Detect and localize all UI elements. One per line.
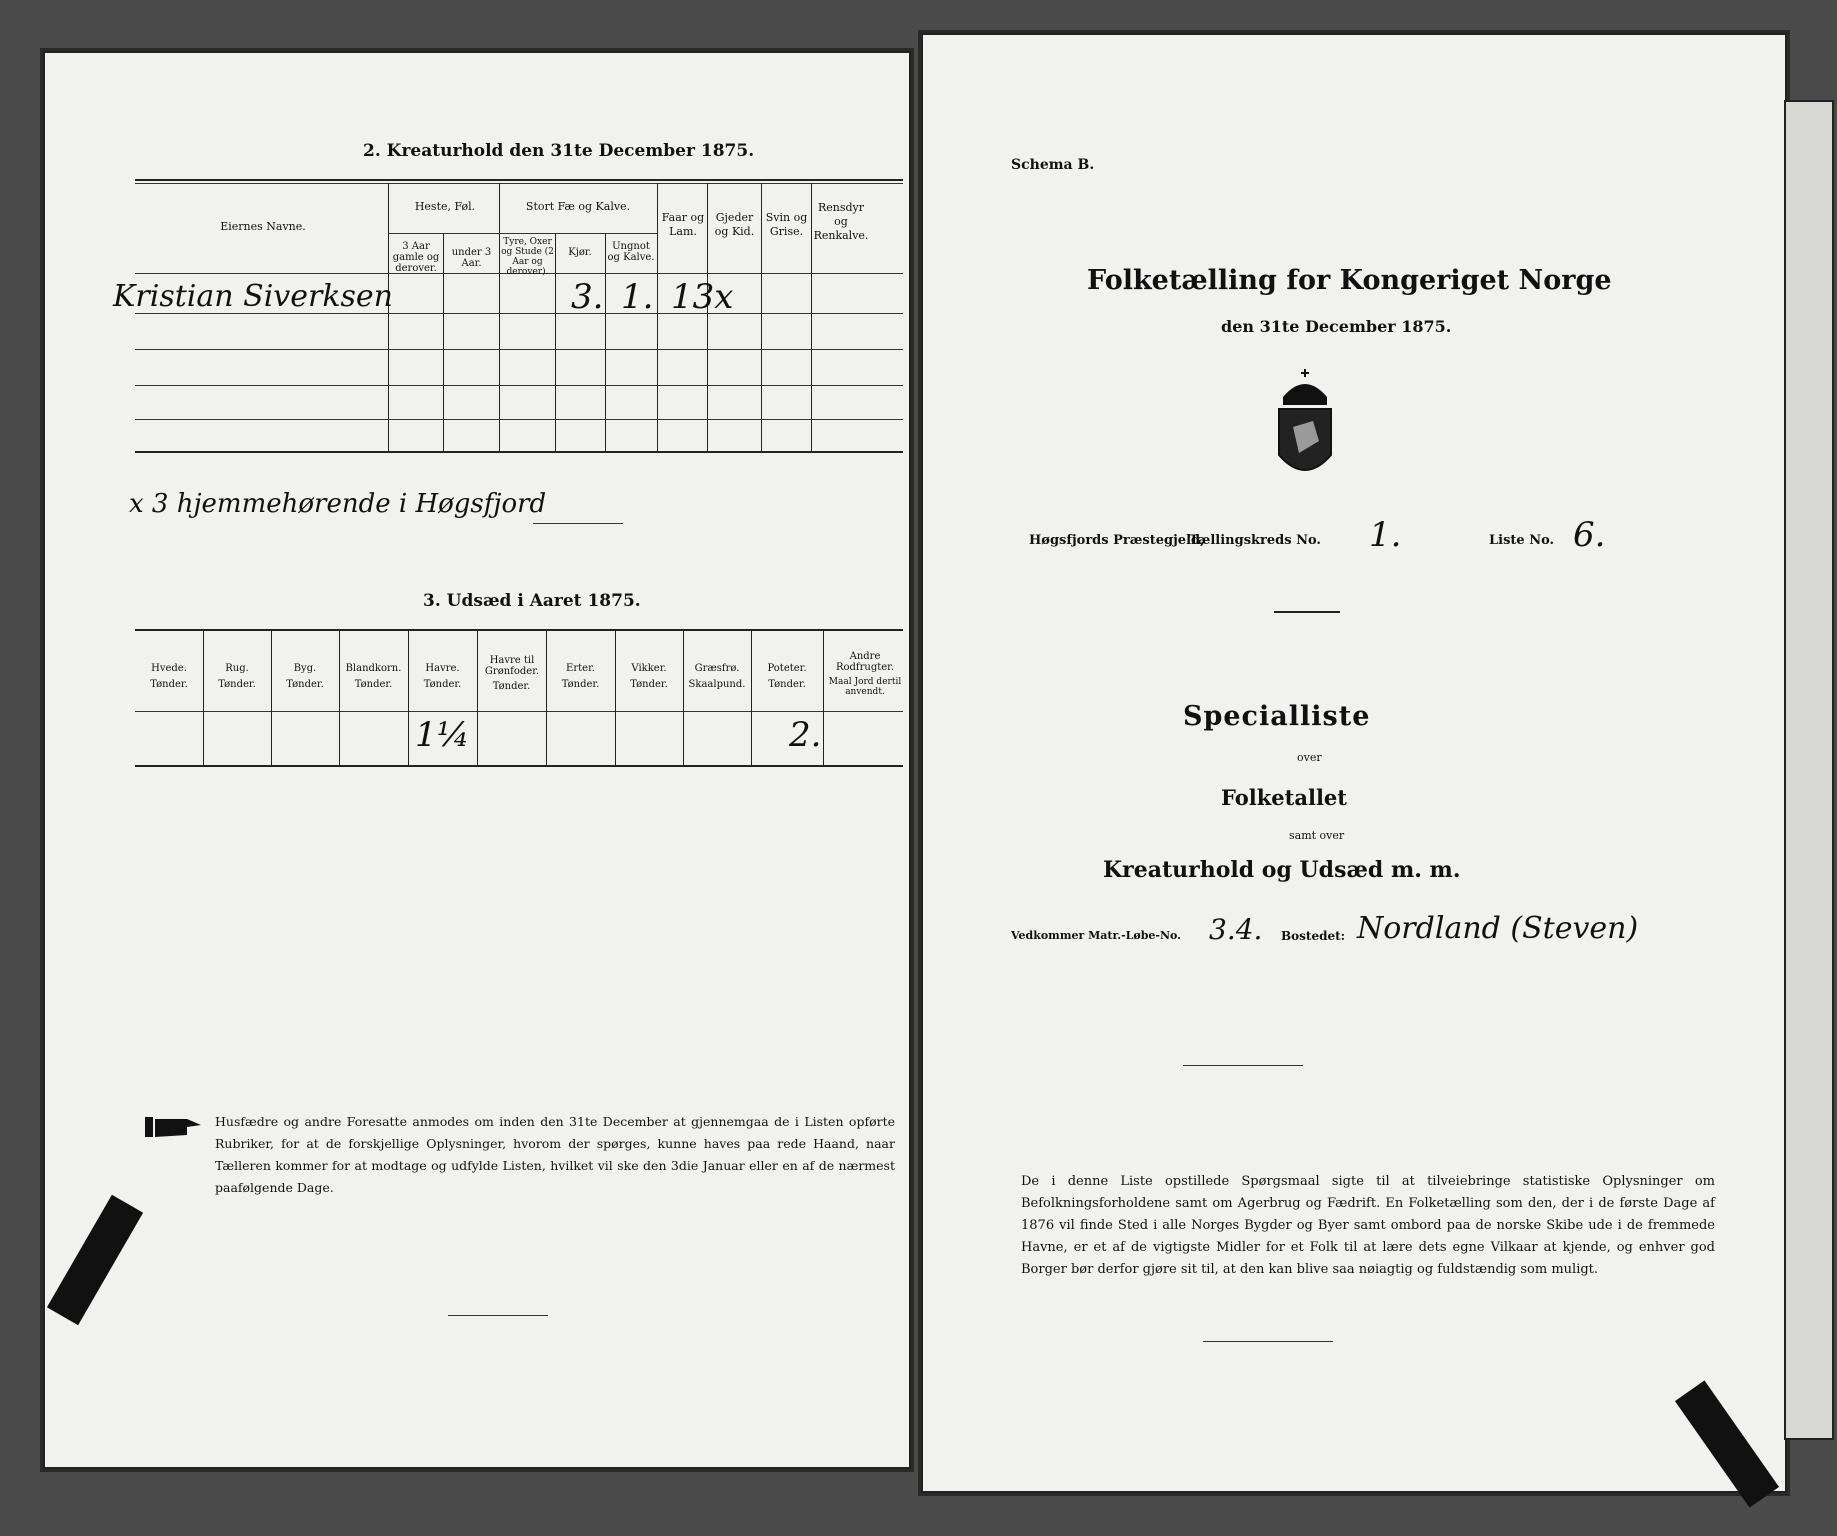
unit-label: Tønder. (150, 679, 188, 690)
list-label: Liste No. (1489, 533, 1555, 548)
byg-header: Byg. (293, 663, 317, 674)
table-top-rule (135, 179, 903, 181)
storfe-b-header: Kjør. (568, 247, 592, 258)
right-page (918, 30, 1790, 1496)
col-divider (615, 629, 616, 765)
col-divider (477, 629, 478, 765)
samt-over-label: samt over (1289, 829, 1345, 842)
col-divider (499, 183, 500, 451)
table-top-rule-2 (135, 183, 903, 184)
storfe-c-header: Ungnot og Kalve. (607, 241, 655, 263)
owner-col-header: Eiernes Navne. (220, 220, 306, 233)
main-title: Folketælling for Kongeriget Norge (1087, 265, 1612, 296)
unit-label: Tønder. (768, 679, 806, 690)
storfe-a-header: Tyre, Oxer og Stude (2 Aar og derover). (501, 237, 554, 277)
unit-label: Maal Jord dertil anvendt. (828, 677, 902, 697)
col-divider (388, 183, 389, 451)
date-line: den 31te December 1875. (1221, 317, 1452, 336)
col-divider (203, 629, 204, 765)
parish-label: Høgsfjords Præstegjeld, (1029, 533, 1205, 548)
heste-a-header: 3 Aar gamle og derover. (392, 241, 440, 274)
value-kjor: 3. (571, 277, 604, 317)
heste-header: Heste, Føl. (414, 200, 476, 213)
col-divider (271, 629, 272, 765)
col-divider (751, 629, 752, 765)
table-bottom-rule (135, 451, 903, 453)
unit-label: Tønder. (286, 679, 324, 690)
unit-label: Tønder. (630, 679, 668, 690)
value-faar: 13x (671, 277, 734, 317)
udsaed-bottom-rule (135, 765, 903, 767)
gjeder-header: Gjeder og Kid. (714, 211, 755, 238)
col-divider (683, 629, 684, 765)
coat-of-arms-icon (1269, 367, 1341, 487)
row-rule (135, 385, 903, 386)
andre-header: Andre Rodfrugter. (835, 651, 895, 673)
udsaed-top-rule (135, 629, 903, 631)
district-value: 1. (1369, 515, 1402, 555)
value-havre: 1¼ (415, 715, 470, 755)
left-page (40, 48, 914, 1472)
page-clip (47, 1195, 143, 1326)
bosted-label: Bostedet: (1281, 929, 1346, 943)
udsaed-header-rule (135, 711, 903, 712)
kreaturhold-title: Kreaturhold og Udsæd m. m. (1103, 857, 1461, 883)
havre-gron-header: Havre til Grønfoder. (484, 655, 540, 677)
faar-header: Faar og Lam. (661, 211, 705, 238)
matr-value: 3.4. (1209, 913, 1263, 946)
over-label: over (1297, 751, 1322, 764)
col-divider (823, 629, 824, 765)
unit-label: Tønder. (218, 679, 256, 690)
short-rule (1183, 1065, 1303, 1066)
pointing-hand-icon (143, 1113, 203, 1141)
svin-header: Svin og Grise. (765, 211, 808, 238)
rug-header: Rug. (225, 663, 249, 674)
row-rule (135, 419, 903, 420)
vikker-header: Vikker. (631, 663, 667, 674)
unit-label: Tønder. (561, 679, 600, 690)
havre-header: Havre. (425, 663, 460, 674)
short-rule (1203, 1341, 1333, 1342)
sub-header-rule (388, 233, 657, 234)
short-rule (448, 1315, 548, 1316)
owner-name: Kristian Siverksen (113, 279, 393, 314)
col-divider (657, 183, 658, 451)
col-divider (546, 629, 547, 765)
unit-label: Skaalpund. (688, 679, 746, 690)
graesfro-header: Græsfrø. (694, 663, 740, 674)
hvede-header: Hvede. (151, 663, 187, 674)
underlying-page-edge (1784, 100, 1834, 1440)
list-value: 6. (1573, 515, 1606, 555)
rensdyr-header: Rensdyr og Renkalve. (813, 201, 869, 242)
matr-label: Vedkommer Matr.-Løbe-No. (1011, 929, 1181, 942)
explanatory-paragraph: De i denne Liste opstillede Spørgsmaal sigte til at tilveiebringe statistiske Oplysninger om Befolkningsforholdene samt om Agerbrug og Fædrift. En Folketælling som den, der i de første Dage af 1876 vil finde Sted i alle Norges Bygder og Byer samt ombord paa de norske Skibe ude i de fremmede Havne, er et af de vigtigste Midler for et Folk til at lære dets egne Vilkaar at kjende, og enhver god Borger bør derfor gjøre sit til, at den kan blive saa nøiagtig og fuldstændig som muligt. (1021, 1174, 1715, 1277)
col-divider (555, 233, 556, 451)
unit-label: Tønder. (423, 679, 462, 690)
short-rule (533, 523, 623, 524)
folketallet-title: Folketallet (1221, 785, 1347, 810)
specialliste-title: Specialliste (1183, 701, 1371, 732)
district-label: Tællingskreds No. (1189, 533, 1321, 548)
schema-label: Schema B. (1011, 157, 1095, 173)
heste-b-header: under 3 Aar. (451, 247, 492, 269)
blandkorn-header: Blandkorn. (345, 663, 402, 674)
section2-title: 2. Kreaturhold den 31te December 1875. (363, 141, 755, 161)
value-ungnot: 1. (621, 277, 654, 317)
page-clip (1675, 1380, 1779, 1507)
storfe-header: Stort Fæ og Kalve. (525, 200, 631, 213)
row-rule (135, 349, 903, 350)
bosted-value: Nordland (Steven) (1357, 911, 1639, 946)
poteter-header: Poteter. (767, 663, 807, 674)
col-divider (605, 233, 606, 451)
unit-label: Tønder. (354, 679, 393, 690)
notice-text: Husfædre og andre Foresatte anmodes om inden den 31te December at gjennemgaa de i Listen opførte Rubriker, for at de forskjellige Oplysninger, hvorom der spørges, kunne haves paa rede Haand, naar Tælleren kommer for at modtage og udfylde Listen, hvilket vil ske den 3die Januar eller en af de nærmest paafølgende Dage. (215, 1114, 895, 1195)
handwritten-note: x 3 hjemmehørende i Høgsfjord (129, 489, 547, 519)
unit-label: Tønder. (492, 681, 531, 692)
col-divider (339, 629, 340, 765)
value-poteter: 2. (789, 715, 822, 755)
section3-title: 3. Udsæd i Aaret 1875. (423, 591, 641, 611)
erter-header: Erter. (566, 663, 595, 674)
short-rule (1274, 611, 1340, 613)
col-divider (408, 629, 409, 765)
